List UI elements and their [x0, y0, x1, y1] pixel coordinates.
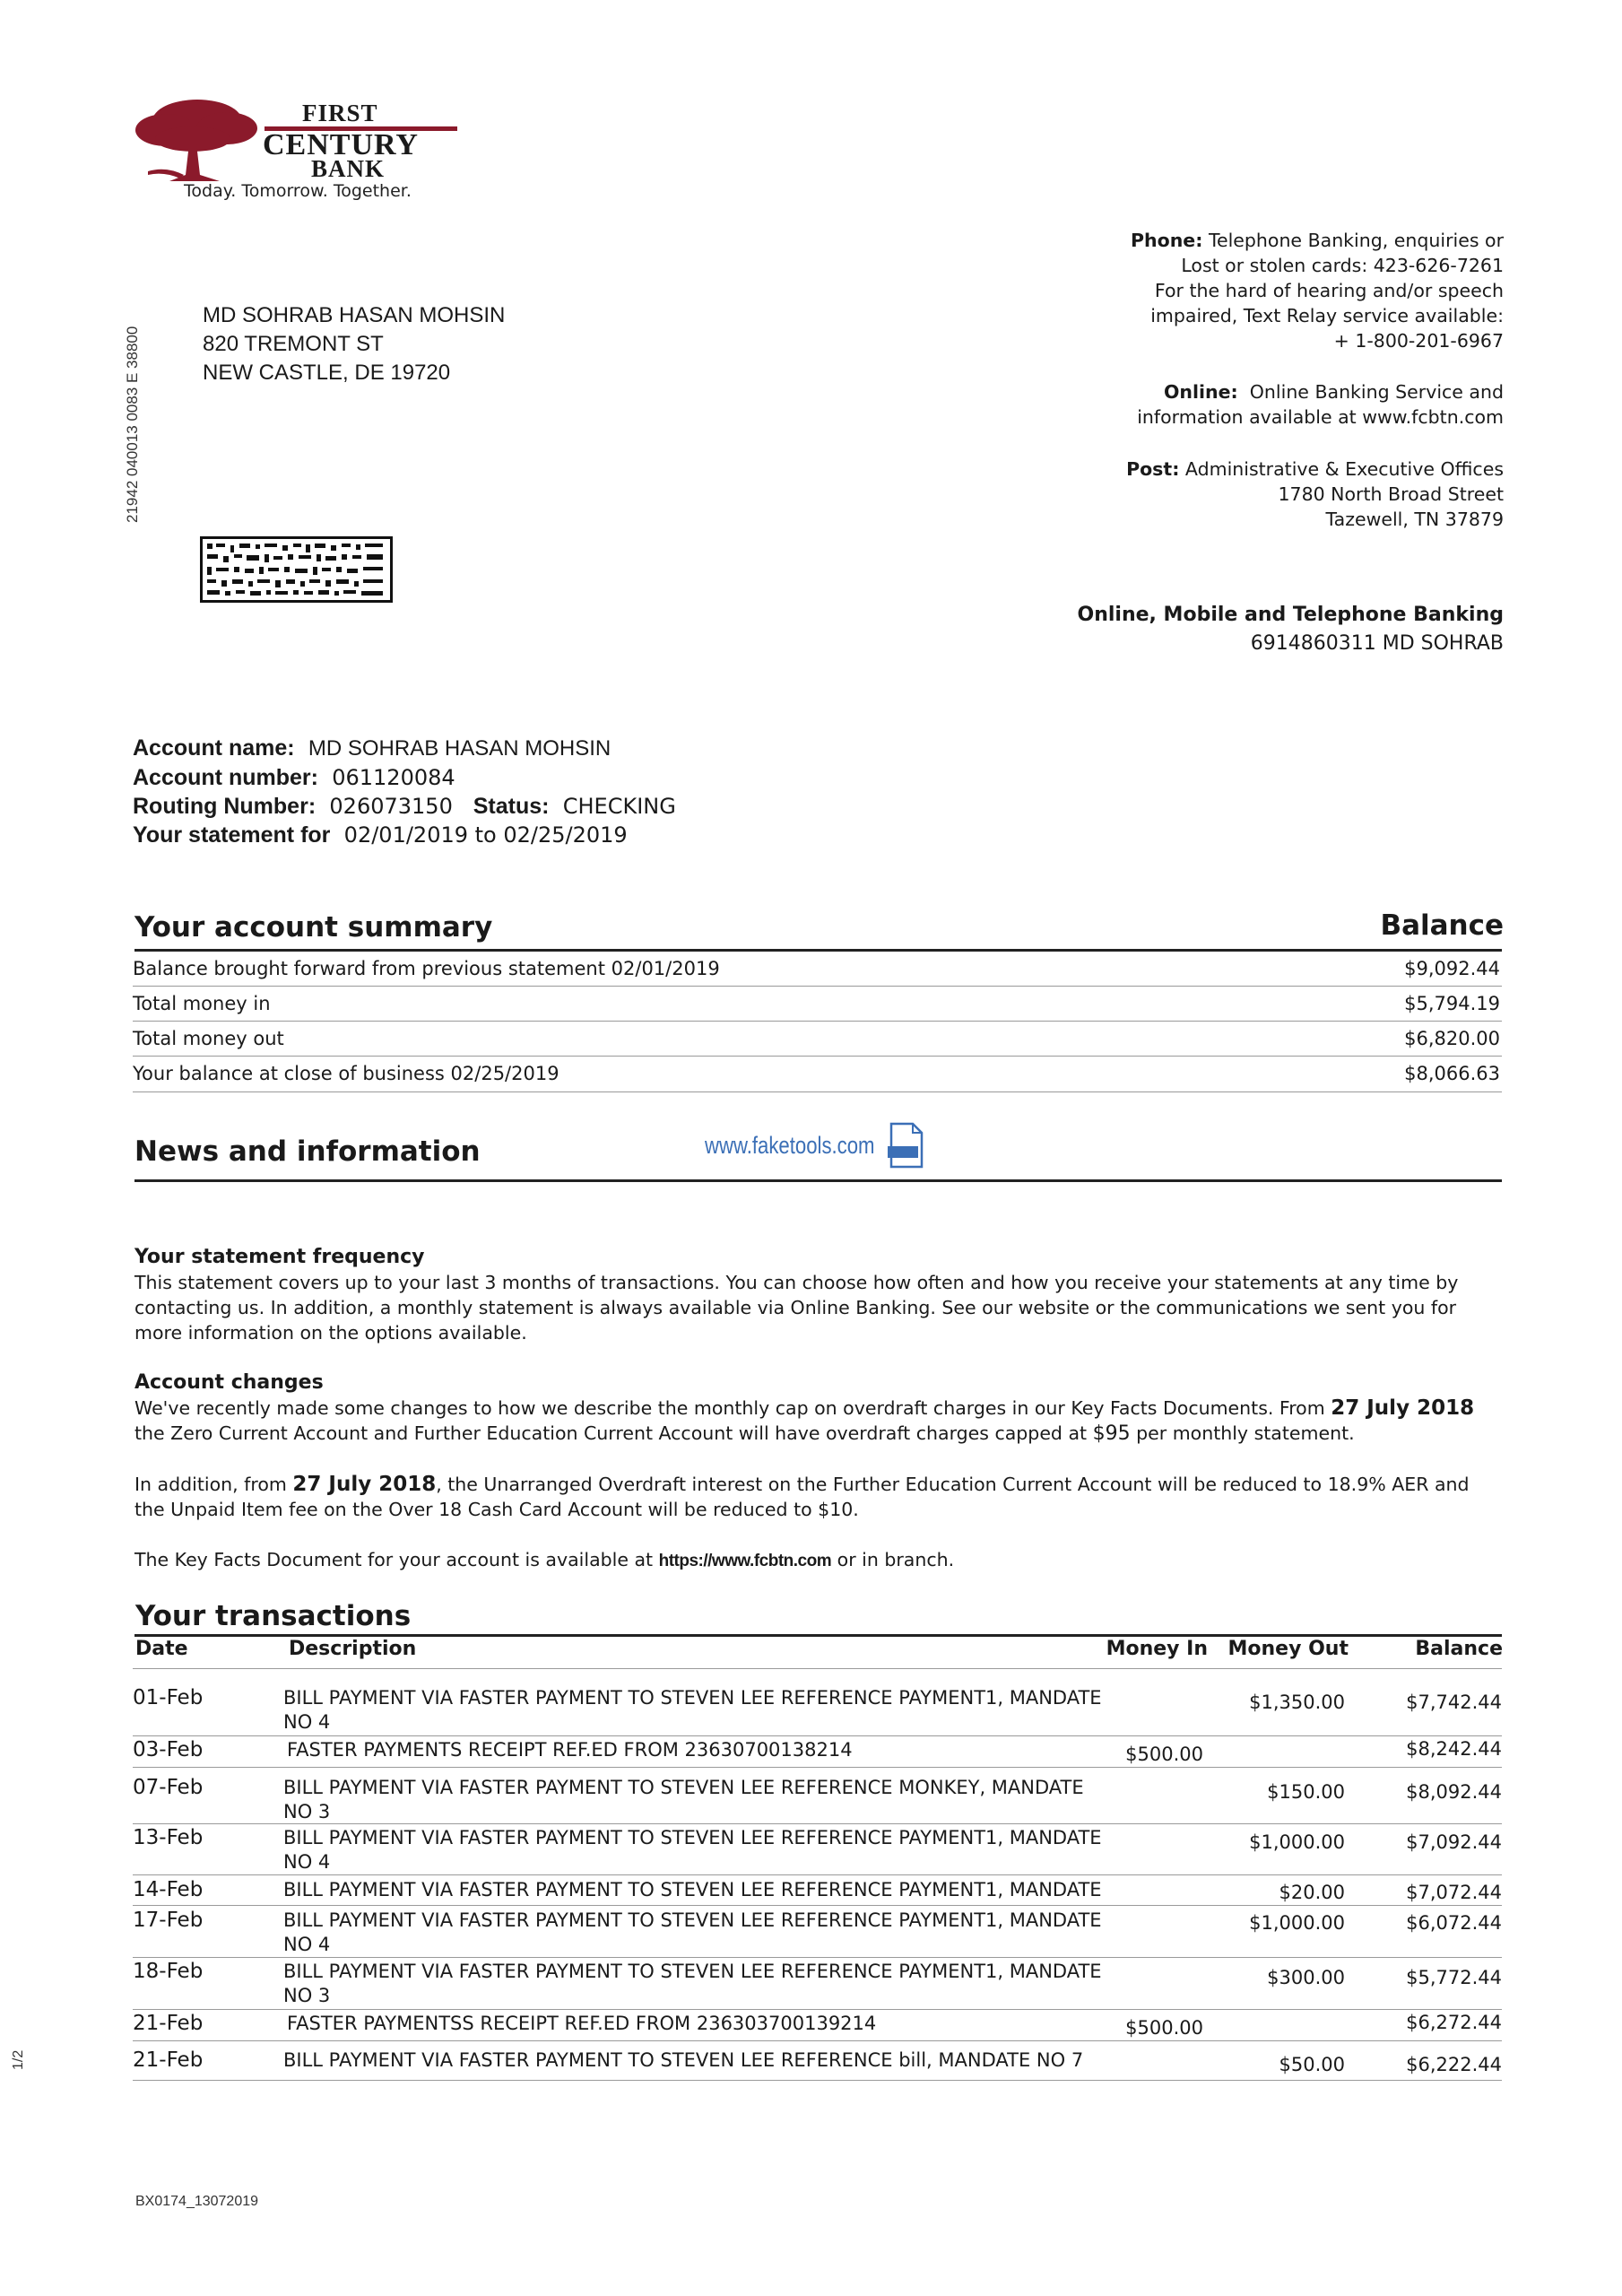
row-divider	[133, 1874, 1502, 1875]
row-desc-line: NO 4	[283, 1934, 331, 1955]
changes-text-d: In addition, from	[134, 1474, 287, 1495]
account-name-value: MD SOHRAB HASAN MOHSIN	[308, 736, 612, 761]
changes-date-1: 27 July 2018	[1331, 1396, 1475, 1420]
row-money-out: $1,350.00	[1249, 1692, 1345, 1713]
row-balance: $7,742.44	[1406, 1692, 1502, 1713]
status-label: Status:	[473, 794, 550, 819]
summary-balance-header: Balance	[1380, 909, 1504, 942]
row-money-out: $150.00	[1267, 1781, 1345, 1803]
row-desc-line: NO 3	[283, 1801, 331, 1822]
keyfacts-text-a: The Key Facts Document for your account is available at	[134, 1549, 654, 1570]
row-balance: $6,222.44	[1406, 2054, 1502, 2075]
row-desc-line: BILL PAYMENT VIA FASTER PAYMENT TO STEVEN LEE REFERENCE MONKEY, MANDATE	[283, 1777, 1084, 1798]
row-desc-line: FASTER PAYMENTSS RECEIPT REF.ED FROM 236303700139214	[287, 2013, 877, 2034]
row-divider	[133, 1767, 1502, 1768]
row-description	[283, 1776, 1261, 1824]
changes-text-c: per monthly statement.	[1136, 1422, 1355, 1444]
changes-title: Account changes	[134, 1371, 324, 1394]
row-desc-line: NO 3	[283, 1985, 331, 2006]
summary-row-label: Your balance at close of business	[133, 1063, 445, 1084]
row-desc-line: BILL PAYMENT VIA FASTER PAYMENT TO STEVEN LEE REFERENCE PAYMENT1, MANDATE	[283, 1687, 1102, 1709]
keyfacts-text-b: or in branch.	[837, 1549, 955, 1570]
summary-divider	[133, 1056, 1502, 1057]
row-description	[287, 2012, 1264, 2036]
post-label: Post:	[1126, 458, 1180, 480]
routing-label: Routing Number:	[133, 794, 317, 819]
contact-phone	[1131, 228, 1504, 353]
transactions-rule	[134, 1634, 1502, 1637]
row-divider	[133, 1735, 1502, 1736]
tree-icon	[130, 94, 265, 184]
frequency-title: Your statement frequency	[134, 1246, 425, 1268]
row-money-in: $500.00	[1125, 1744, 1203, 1765]
online-label: Online:	[1163, 381, 1238, 403]
changes-text-b: the Zero Current Account and Further Education Current Account will have overdraft charges capped at	[134, 1422, 1088, 1444]
header-money-out: Money Out	[1227, 1638, 1349, 1660]
summary-row-date: 02/01/2019	[611, 958, 720, 979]
row-date: 14-Feb	[133, 1878, 204, 1901]
row-date: 21-Feb	[133, 2048, 204, 2072]
routing-value: 026073150	[329, 794, 453, 819]
header-description: Description	[289, 1638, 417, 1660]
keyfacts-link[interactable]: https://www.fcbtn.com	[658, 1552, 832, 1570]
address-city: NEW CASTLE, DE 19720	[203, 361, 451, 385]
row-balance: $8,242.44	[1406, 1738, 1502, 1760]
logo-word-first: FIRST	[302, 100, 378, 126]
summary-row-label: Balance brought forward from previous statement	[133, 958, 605, 979]
row-date: 01-Feb	[133, 1686, 204, 1709]
row-description	[287, 1738, 1264, 1762]
row-money-in: $500.00	[1125, 2017, 1203, 2039]
summary-row	[133, 993, 1500, 1014]
header-divider	[133, 1668, 1502, 1669]
phone-line-1: Telephone Banking, enquiries or	[1208, 230, 1504, 251]
contact-post	[1126, 457, 1504, 532]
row-divider	[133, 2080, 1502, 2081]
account-name-label: Account name:	[133, 735, 295, 761]
footer-code: BX0174_13072019	[135, 2194, 259, 2209]
summary-row	[133, 1063, 1500, 1084]
summary-rule	[134, 949, 1502, 952]
row-date: 07-Feb	[133, 1776, 204, 1799]
phone-line-3: For the hard of hearing and/or speech	[1154, 280, 1504, 301]
bank-logo	[130, 94, 471, 206]
summary-row-date: 02/25/2019	[450, 1063, 559, 1084]
changes-paragraph-1	[134, 1396, 1497, 1447]
online-line-2: information available at www.fcbtn.com	[1137, 406, 1504, 428]
summary-row-amount: $9,092.44	[1404, 958, 1500, 979]
page-marker: 1/2	[11, 2049, 26, 2070]
row-date: 17-Feb	[133, 1909, 204, 1932]
logo-word-bank: BANK	[311, 155, 386, 182]
summary-divider	[133, 986, 1502, 987]
address-street: 820 TREMONT ST	[203, 332, 384, 356]
row-balance: $7,092.44	[1406, 1831, 1502, 1853]
row-desc-line: BILL PAYMENT VIA FASTER PAYMENT TO STEVEN LEE REFERENCE bill, MANDATE NO 7	[283, 2049, 1084, 2071]
status-value: CHECKING	[562, 794, 676, 819]
row-divider	[133, 1957, 1502, 1958]
row-description	[283, 1960, 1261, 2008]
document-icon	[888, 1121, 925, 1170]
row-divider	[133, 2040, 1502, 2041]
header-balance: Balance	[1415, 1638, 1503, 1660]
row-money-out: $1,000.00	[1249, 1831, 1345, 1853]
news-body	[134, 1245, 1497, 1574]
row-divider	[133, 1905, 1502, 1906]
summary-title: Your account summary	[134, 911, 493, 944]
summary-row-amount: $6,820.00	[1404, 1028, 1500, 1049]
changes-text-e: , the Unarranged Overdraft interest on the Further Education Current Account will be reduced to 18.9% AER and the Unpaid Item fee on the Over 18 Cash Card Account will be reduced to $10.	[134, 1474, 1470, 1520]
row-divider	[133, 2009, 1502, 2010]
row-date: 21-Feb	[133, 2012, 204, 2035]
row-money-out: $20.00	[1279, 1882, 1345, 1903]
account-number-label: Account number:	[133, 765, 318, 790]
row-balance: $6,272.44	[1406, 2012, 1502, 2033]
row-date: 03-Feb	[133, 1738, 204, 1761]
row-money-out: $300.00	[1267, 1967, 1345, 1988]
barcode-icon	[200, 536, 393, 603]
watermark	[705, 1132, 874, 1160]
period-value: 02/01/2019 to 02/25/2019	[343, 822, 628, 848]
post-line-3: Tazewell, TN 37879	[1325, 509, 1504, 530]
phone-line-4: impaired, Text Relay service available:	[1150, 305, 1504, 326]
header-money-in: Money In	[1106, 1638, 1208, 1660]
row-balance: $7,072.44	[1406, 1882, 1502, 1903]
row-divider	[133, 1823, 1502, 1824]
summary-row-label: Total money in	[133, 993, 271, 1014]
phone-line-5: + 1-800-201-6967	[1333, 330, 1504, 352]
row-desc-line: FASTER PAYMENTS RECEIPT REF.ED FROM 23630700138214	[287, 1739, 853, 1761]
frequency-text: This statement covers up to your last 3 months of transactions. You can choose how often and how you receive your statements at any time by contacting us. In addition, a monthly statement is always available via Online Banking. See our website or the communications we sent you for more information on the options available.	[134, 1272, 1459, 1344]
side-code: 21942 040013 0083 E 38800	[124, 326, 141, 523]
header-date: Date	[135, 1638, 188, 1660]
online-line-1: Online Banking Service and	[1249, 381, 1504, 403]
row-description	[283, 2048, 1261, 2073]
summary-divider	[133, 1091, 1502, 1092]
summary-row	[133, 958, 1500, 979]
watermark-text: www.faketools.com	[705, 1132, 875, 1159]
summary-row	[133, 1028, 1500, 1049]
summary-row-amount: $5,794.19	[1404, 993, 1500, 1014]
post-line-1: Administrative & Executive Offices	[1184, 458, 1504, 480]
mailing-address	[203, 301, 505, 387]
row-date: 13-Feb	[133, 1826, 204, 1849]
post-line-2: 1780 North Broad Street	[1278, 483, 1504, 505]
row-balance: $6,072.44	[1406, 1912, 1502, 1934]
news-title: News and information	[134, 1135, 481, 1168]
row-desc-line: BILL PAYMENT VIA FASTER PAYMENT TO STEVEN LEE REFERENCE PAYMENT1, MANDATE	[283, 1879, 1102, 1900]
summary-divider	[133, 1021, 1502, 1022]
banking-title: Online, Mobile and Telephone Banking	[1077, 604, 1504, 626]
account-info	[133, 734, 676, 849]
row-desc-line: NO 4	[283, 1711, 331, 1733]
summary-row-label: Total money out	[133, 1028, 284, 1049]
contact-banking	[1078, 601, 1504, 658]
changes-paragraph-2	[134, 1472, 1497, 1522]
contact-online	[1137, 379, 1504, 430]
news-rule	[134, 1179, 1502, 1182]
row-description	[283, 1686, 1261, 1735]
row-money-out: $50.00	[1279, 2054, 1345, 2075]
address-name: MD SOHRAB HASAN MOHSIN	[203, 303, 506, 327]
phone-label: Phone:	[1131, 230, 1203, 251]
changes-cap: $95	[1092, 1422, 1131, 1445]
keyfacts-paragraph	[134, 1547, 1497, 1574]
row-desc-line: BILL PAYMENT VIA FASTER PAYMENT TO STEVEN LEE REFERENCE PAYMENT1, MANDATE	[283, 1909, 1102, 1931]
logo-word-century: CENTURY	[263, 128, 419, 161]
logo-tagline: Today. Tomorrow. Together.	[184, 181, 412, 201]
row-balance: $8,092.44	[1406, 1781, 1502, 1803]
account-number-value: 061120084	[332, 765, 455, 790]
phone-line-2: Lost or stolen cards: 423-626-7261	[1181, 255, 1504, 276]
row-desc-line: NO 4	[283, 1851, 331, 1873]
changes-text-a: We've recently made some changes to how we describe the monthly cap on overdraft charges in our Key Facts Documents. From	[134, 1397, 1325, 1419]
row-date: 18-Feb	[133, 1960, 204, 1983]
changes-date-2: 27 July 2018	[292, 1473, 437, 1496]
row-money-out: $1,000.00	[1249, 1912, 1345, 1934]
row-balance: $5,772.44	[1406, 1967, 1502, 1988]
row-description	[283, 1878, 1261, 1902]
period-label: Your statement for	[133, 822, 331, 848]
banking-value: 6914860311 MD SOHRAB	[1250, 632, 1504, 655]
row-desc-line: BILL PAYMENT VIA FASTER PAYMENT TO STEVEN LEE REFERENCE PAYMENT1, MANDATE	[283, 1961, 1102, 1982]
row-description	[283, 1909, 1261, 1957]
transactions-title: Your transactions	[135, 1600, 412, 1632]
row-description	[283, 1826, 1261, 1874]
row-desc-line: BILL PAYMENT VIA FASTER PAYMENT TO STEVEN LEE REFERENCE PAYMENT1, MANDATE	[283, 1827, 1102, 1848]
summary-row-amount: $8,066.63	[1404, 1063, 1500, 1084]
